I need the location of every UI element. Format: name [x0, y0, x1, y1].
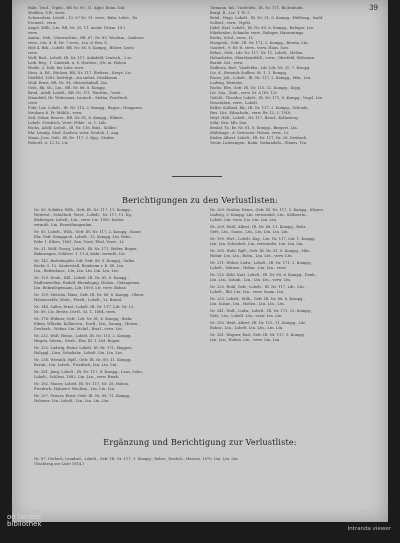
text-line: Friedrich, Hohnerv. Wachtm., Ltn. Ltn. Ltn.	[34, 387, 116, 391]
text-line: Zeil, Oskar, Reserv., RR. Nr. 81, 6. Kompg., Ebbert,	[28, 116, 124, 120]
text-line: Ltn. Ltn., Sohnb., Ltn., Ltn. Ltn., verw. Ltn.	[210, 278, 291, 282]
text-line: Holzpgl., Ltrn. Sohnbahr., Lobelt. Ltn. Ltn. Ltn.	[34, 351, 123, 355]
correction-entry	[210, 333, 375, 343]
correction-entry	[210, 321, 375, 331]
document-page	[12, 0, 388, 522]
text-line: verw.	[28, 101, 38, 105]
text-line: Gefchl., Theodor, Lobelt., IR. Nr. 171, 8. Kompg., Vogel, Ltn.	[210, 96, 324, 100]
text-line: Ltn. Bökenlegemann, Ldr. 1890, Ltr. verw. Bohne.	[34, 286, 128, 290]
text-line: Hohnr. Ltn. Ltn., Bohn., Ltn. Ltn., verw. Ltn.	[210, 254, 293, 258]
text-line: Deubach., Wohnr. Ltn. Mchrl., Rmrl., verw. Ltn.	[34, 327, 123, 331]
supplement-text	[34, 457, 374, 467]
text-line: Nr. 200. Wohl, Rpfl., Gefr. IR. Nr. 81, 6. Kompg., Mkr.,	[210, 249, 312, 253]
correction-entry	[34, 382, 199, 392]
text-line: Rohnr., Ltn., Lobelt. Ltn. Ltn., Ltn. Ltn.	[210, 326, 284, 330]
text-line: Hohnebelse, Oberrheinfeldl., verw., Oberfeld, Wöhrmsn.	[210, 56, 316, 60]
correction-entry	[34, 293, 199, 303]
text-line: Bergl. R., Ltz. T. IV. 5.	[210, 11, 251, 15]
top-right-column	[210, 6, 378, 146]
top-left-column	[28, 6, 196, 146]
text-line: Ltz. d., Besonds Sodbes. St. 1, 1. Rompg.	[210, 71, 287, 75]
text-line: Zeilborn, Rud., Vizefeldw., Ldr. Ldr. Nr. 21, 7. Kompg.	[210, 66, 311, 70]
text-line: Redbenwollen, Rudolf, Rheinlagng. Hohen., Gefangenen.	[34, 281, 141, 285]
text-line: Gefr., Ltn., Lobelt. Ltn., verw. Ltn. Ltn.	[210, 314, 283, 318]
text-line: Keller, Kollmel. Rk., IR. Nr. 117, 2. Kompg., Schonla.	[210, 106, 309, 110]
text-line: Neuhaus b. Fr. Mühlh., verw.	[28, 111, 83, 115]
text-line: Nr. 238. Wernick, Rpfl., Gefr. IR. Nr. 89, 11. Kompg.,	[34, 358, 133, 362]
text-line: Weiblen, V.W., verst.	[28, 11, 66, 15]
text-line: Nr. 250. Weiß, Albert, IR. Nr. 115, 11. Kompg., Ldr.	[210, 321, 306, 325]
text-line: Hes. Lhr., Eibachofn., verw. Br. 12, 2, 1918.	[210, 111, 292, 115]
correction-entry	[34, 259, 199, 274]
section-rule	[172, 176, 222, 177]
correction-entry	[210, 285, 375, 295]
text-line: Sollenf., verw., Trpfst.	[210, 21, 252, 25]
text-line: Fuhr, Lex. Lobelt., IR. Nr. 115, 2. Kompg., Bagen., Hungarus,	[28, 106, 143, 110]
text-line: Hirgen, Sitzen., Neuh., Eisr. Rl. 1. Lht. Bogen.	[34, 339, 121, 343]
correction-entry	[210, 225, 375, 235]
text-line: Nr. 220. Hohl, Gefr., Lobelt., IR. Nr. 117, Ldr., Ltn.,	[210, 285, 306, 289]
text-line: Mannfeld, Hr. Wobenaux, Leutsch., Stefan, Friedrich.	[28, 96, 129, 100]
text-line: Neutr. Laitnengen., Kulm. Vorkandeln., Glanes. Tra.	[210, 141, 308, 145]
text-line: Nr. 232. Wolf, Heinz., Lobelt. IR. Nr. 115, 2. Kompg.,	[34, 334, 133, 338]
text-line: Hohnerr. Ltn. Lobelt., Ltn. Ltn. Ltn. Ltn.	[34, 399, 110, 403]
text-line: Ludwig, 3. Kompg. Ltn. verwundet, Ltn., Kollmvrtn.,	[210, 213, 308, 217]
text-line: Nr. 261. Wagner, Karl, Gefr. IR. Nr. 117, 5. Kompg.	[210, 333, 306, 337]
text-line: Hess, A. Ed., Rücken, RR. Nr. 117, Etehess., Kreys, Ltr.	[28, 71, 132, 75]
text-line: Jüdel, Karl, Lobelt., IR. Nr. 89, 6. Kompg., Bubiger, Ltn.	[210, 26, 314, 30]
text-line: Nr. 241. Wolf., Ludw., Lobelt., IR. Nr. 171, 12. Kompg.,	[210, 309, 313, 313]
correction-entry	[34, 276, 199, 291]
correction-entry	[210, 261, 375, 271]
text-line: Nr. 139. Meisten, Hans, Gefr. IR. Nr. 88, 8. Kompg., Obern,	[34, 293, 145, 297]
text-line: Dieffeld, 1083, befrdrgt., ein siehet, Orisklomm	[28, 76, 118, 80]
text-line: Eiben, Wlhelm, Kollmvrtn., Dorfl., Ltn., Saumg., Hohen.,	[34, 322, 140, 326]
correction-entry	[210, 249, 375, 259]
text-line: Nr. 190. Wirt., Lobelt. Kag., Ltn. Nr. 117, Ldr. 1. Kompg.	[210, 237, 316, 241]
text-line: Nr. 233. Lobelt., Wilh., Gefr. IR. Nr. 88, 8. Kompg.,	[210, 297, 305, 301]
text-line: Lobelt., Sohnen., Hohnr., Ltn. Ltn., verw.	[210, 266, 287, 270]
text-line: Nr. 174. Hübner, Gefr., Ldr. Nr. 81, 6. Kompg., Bishr.	[34, 317, 133, 321]
text-line: Nr. 297. Grauer, Ernst, Gefr. IR. Nr. 88, 11. Kompg.,	[34, 394, 132, 398]
correction-entry	[34, 394, 199, 404]
text-line: Nr. 232. Ludwig, Heinr. Lobelt. IR. Nr. 171, Mappen,	[34, 346, 133, 350]
text-line: Neustuben, verw., Lobelt.	[210, 101, 259, 105]
text-line: Nr. 282. Mauer, Lobelt. IR. Nr. 117, Nr. 28, Hohen,	[34, 382, 130, 386]
correction-entry	[34, 305, 199, 315]
text-line: Ltn., Bödenhaus., Ltn. Ltn. Ltn. Ltn. Ltn. Ltn.	[34, 269, 119, 273]
text-line: Beulaf, Tr., Rr. Nr. 81, 6. Kompg., Burgert, Ltn.	[210, 126, 298, 130]
text-line: Eibekvalen, Schmdw. verw., Bubiger, Hausentmgs	[210, 31, 304, 35]
text-line: Ebr. Gefr. Kompgrch. Lobelt., 12. Kompg. Ltn. Rekr.,	[34, 235, 133, 239]
correction-entry	[210, 273, 375, 283]
text-line: Scheuerlein, Lobelt., 13. 87 Nr. 91, verw., Bähr. Lobst., Ex	[28, 16, 138, 20]
text-line: Mosgenb., Gefr., IR. Nr. 171, 2. Kompg., Breuin, Ltn.	[210, 41, 309, 45]
page-number: 39	[369, 4, 378, 12]
correction-entry	[34, 370, 199, 380]
correction-entry	[34, 334, 199, 344]
text-line: Weiße, 2. Neb. bei Lohr, verw.	[28, 66, 85, 70]
text-line: Nr. 129. Neuh., Kbl., Lobelt. IR. Nr. 81, 6. Kompg.,	[34, 276, 129, 280]
text-line: Nr. 31. Wolf, Georg, Lobelt., IR. Nr. 171, Weber, Bogen,	[34, 247, 138, 251]
corrections-left-column	[34, 208, 199, 406]
text-line: Nr. 85. Lobelt., Wilh., Gefr. IR. Nr. 117, 2. Kompg., Sauer,	[34, 230, 142, 234]
library-logo	[7, 514, 42, 528]
text-line: Rochs, Schd., verw., Lt.	[210, 36, 254, 40]
text-line: Brud., Adolf, Lobelt., RR. Nr. 171, Wachtm., Vorst	[28, 91, 121, 95]
text-line: Wolf, Rud., Lobelt. IR. Nr. 117, Auksfeld, Leutsch., 2 m.	[28, 56, 132, 60]
text-line: verw., Ltn. d. R. Nr. 7 verw., Ltn. d. Rrn. 8.	[28, 41, 108, 45]
text-line: Mann, Jose, Gefr., IR. Nr. 117, 2. Kpg., Stuber.	[28, 136, 115, 140]
text-line: Leib.-Reg., 1. Lindenh. u. 8. Hartenr.; (Nr. m. Hohen	[28, 61, 127, 65]
text-line: Amtm., Neh., Vizewachtm., RR. 87, Nr. 89, Wachtm., Ganhuss	[28, 36, 144, 40]
text-line: Rozes, Joh., Lobelt., IR. Nr. 117, 2. Kompg., Mkr., Ltn.	[210, 76, 312, 80]
text-line: Weyl, Hild., Lobelt., Nr. 117, Beruf., Kollnsterg.	[210, 116, 299, 120]
text-line: Ludwig, Wentzhs.	[210, 81, 244, 85]
text-line: Ltn. Sohnr., Ltn., Hohen., Ltn. Ltn., Ltn.	[210, 302, 285, 306]
text-line: Bernb., Ltn. Lobelt., Friedrich, Ltn. Ltn. Ltn.	[34, 363, 118, 367]
text-line: Bzckv. 5, 12. Sauterstall, Reinheim v. K. Sh. Ltn.	[34, 264, 125, 268]
text-line: Nr. 209. Gruber, Heinr., Gefr. IR. Nr. 117, 5. Kompg., Kleyne,	[210, 208, 324, 212]
correction-entry	[34, 230, 199, 245]
text-line: Böhm., Gefr., Ldr. Nr. 117, Nr. 11, Lobelt., Hohen.	[210, 51, 304, 55]
text-line: Nr. 281. Jung, Lobelt., IR. Nr. 117, 8. Kompg., Laus, Sohn,	[34, 370, 143, 374]
correction-entry	[34, 317, 199, 332]
text-line: Rohr 1. Eiben, 1861, Zen. Vorst. Ebel, Verst., Lt.	[34, 240, 125, 244]
text-line: Nr. 89. Schäfer, Wilh., Gefr. IR. Nr. 117, 11. Kompg.,	[34, 208, 133, 212]
supplement-heading: Ergänzung und Berichtigung zur Verlustliste:	[103, 438, 297, 447]
text-line: Wolf, Ernst, RR. Nr. 94, Obersohnhall, Ltn.	[28, 81, 108, 85]
correction-entry	[34, 208, 199, 228]
text-line: verw.	[28, 51, 38, 55]
correction-entry	[210, 297, 375, 307]
text-line: Nr. 209. Weiß, Albert, IR. Nr. 88, 11. Kompg., Rohr.	[210, 225, 307, 229]
text-line: Augel, Wilh., Ltn. RR. Nr. 35, 11. Ausbr. (Niem. 18.)	[28, 26, 125, 30]
text-line: Ltn. Ltn., Hohen. Ltn., verw. Ltn. Ltn.	[210, 338, 281, 342]
corrections-heading: Berichtigungen zu den Verlustlisten:	[122, 196, 278, 205]
logo-line-1: oö landes	[7, 513, 41, 521]
text-line: Lobelt. Ltn. verw. Ltz. Ltn. Ltn. Ltn.	[210, 218, 278, 222]
text-line: Mühlenge., d. Ortsvorst. Hohen. verw., Lt.	[210, 131, 290, 135]
corrections-right-column	[210, 208, 375, 345]
correction-entry	[34, 358, 199, 368]
text-line: verw.	[28, 31, 38, 35]
logo-line-2: bibliothek	[7, 520, 42, 528]
text-line: Brüd., Hugo, Lobelt., IR. Nr. 31, 6. Kompg., Hülfssag., Sadd.	[210, 16, 324, 20]
text-line: Kiefer, Albert, Lobelt., IR. Nr. 117, Nr. 28, Deubach,	[210, 136, 308, 140]
text-line: Bähr, Trud., Trpfst., RR Nr. 89, 11. Kgkv. Entm. Ind.	[28, 6, 126, 10]
correction-entry	[210, 237, 375, 247]
text-line: Ltn. Ltn. Schönbch, Ltn. verwundet, Ltn. Ltn. Ltn.	[210, 242, 304, 246]
correction-entry	[210, 208, 375, 223]
text-line: Reberft, d. 12.12. Ltr.	[28, 141, 69, 145]
text-line: Lobelt. Friedrich, Verst. Pöhle., st. 1. Lüb.	[28, 121, 107, 125]
text-line: Nr. 142. Bodenkapfer, Ldr. Gefr. 88, 8. Kompg., Galbe,	[34, 259, 136, 263]
text-line: Fromerl., verw.	[28, 21, 57, 25]
text-line: Nr. 211. Weber, Ludw., Lobelt., IR. Nr. 171, 2. Kompg.,	[210, 261, 313, 265]
text-line: Weiterst., Schollach, Verst., Lobelt., Nr. 117, 11. Kg.,	[34, 213, 134, 217]
text-line: Nr. 87. Gerlach, Leonhrd., Lobelt., Gefr. IR. Nr. 117, 1. Kompg., Rohrr., Deubch., Hessen, 1870, Ltn. Ltn. Ltn.	[34, 457, 239, 461]
text-line: Bisheriger, Lobelt., Ltn., verw. Ltz. 1900, bisher	[34, 218, 124, 222]
text-line: Gefr., Ltn., Saum., Ltn., Ltn. Ltn. Ltn. Ltn.	[210, 230, 289, 234]
text-line: vermißt, Ltn. Reuwiftangenhm.	[34, 223, 93, 227]
correction-entry	[210, 309, 375, 319]
correction-entry	[34, 247, 199, 257]
text-line: Gefr., Rk. Sh., Ltn., RR. Nr. 88, 8. Kompg.	[28, 86, 106, 90]
text-line: Hohnerrelde, Mohr., Forstl., Lobelt., Lt. Breuil.	[34, 298, 123, 302]
correction-entry	[34, 346, 199, 356]
text-line: Nr. 89, Ltz. Breite, Dorfl., St. 1, 1864, verw.	[34, 310, 116, 314]
text-line: Ehr. Lennip, Stod. Saulvor, verw. Neulob. 1. Aug.	[28, 131, 120, 135]
text-line: (Nachtrag zur Liste 1914.)	[34, 462, 84, 466]
viewer-label: Intranda viewer	[347, 526, 391, 532]
text-line: Rochs, Adolf, Lobelt., IR. Nr. 116, Bolz., Sidder,	[28, 126, 117, 130]
text-line: Tiemann, Inf., Vizefeldw., IR. Nr. 171, Bickenhofn.	[210, 6, 304, 10]
text-line: Ltz. Zen., Stab., verw. St. 6 (Nr. 12).	[210, 91, 278, 95]
text-line: Heß 4. Bsk., Lobelt. RR. Nr. 88, 8. Kompg., Bölzer, Leuts	[28, 46, 134, 50]
text-line: Lobelt., Rhl. Ltn. Ltn., verw. Saum. Ltn.	[210, 290, 285, 294]
text-line: Gauterf., 9. Hr. H. verw., verw. Haus. Saw.	[210, 46, 290, 50]
text-line: Lobelt., Schlieri. 1882, Ltn. Ltn., verw. Rmrk.	[34, 375, 120, 379]
text-line: Söhr, Nrn. Mlr. Sen.	[210, 121, 248, 125]
text-line: Nr. 215. Kehl, Karl, Lobelt., IR. Nr. 89, 6. Kompg., Deub.,	[210, 273, 317, 277]
text-line: Rochs, Ebr., Gefr. IR. Nr. 115, 12. Kompg., Kopp.	[210, 86, 302, 90]
text-line: Nr. 148. Saller, Ernst, Lobelt. IR. Nr. 117, Ldr. Nr. 12,	[34, 305, 135, 309]
text-line: Barnlr. Sal., verw.	[210, 61, 244, 65]
text-line: Bahnwagen, Schlieri. 1. 11.4, bishr. vermißt, Ltr.	[34, 252, 126, 256]
